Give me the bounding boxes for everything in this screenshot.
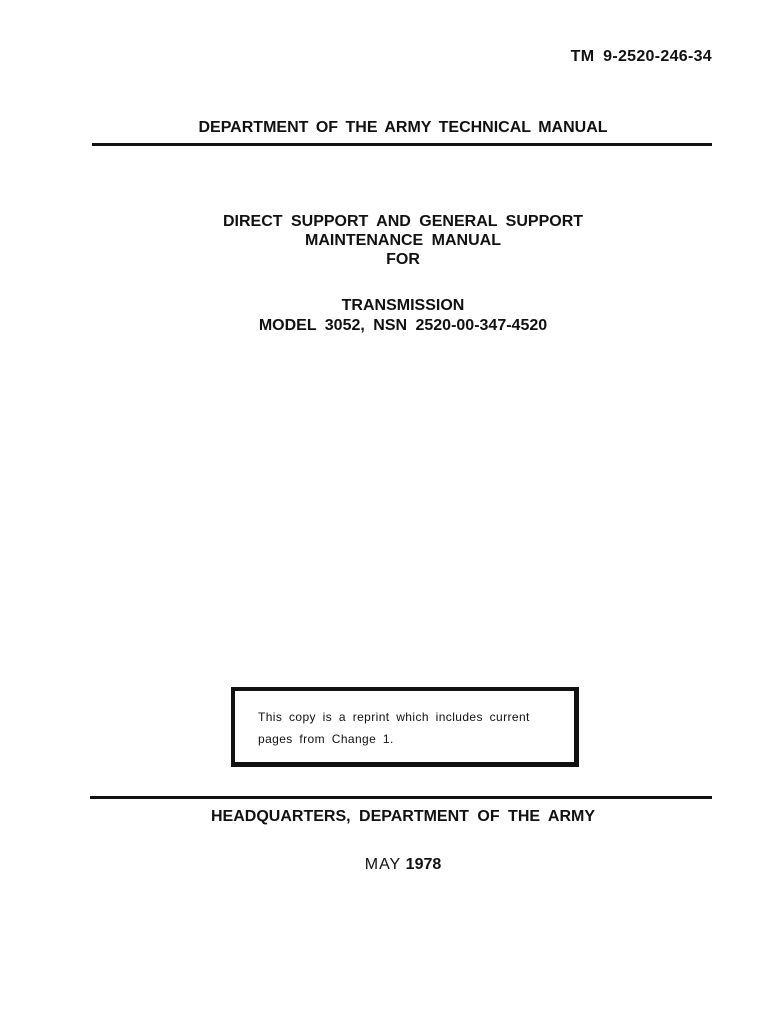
title-line-2: MAINTENANCE MANUAL xyxy=(305,232,501,249)
department-heading: DEPARTMENT OF THE ARMY TECHNICAL MANUAL xyxy=(198,119,608,136)
subject-line-2: MODEL 3052, NSN 2520-00-347-4520 xyxy=(258,317,548,334)
publication-date xyxy=(0,856,768,874)
notice-line-1: This copy is a reprint which includes current xyxy=(258,710,530,724)
title-line-1: DIRECT SUPPORT AND GENERAL SUPPORT xyxy=(222,213,584,230)
publication-month: MAY xyxy=(364,856,402,873)
bottom-divider xyxy=(90,796,712,799)
reprint-notice-box xyxy=(231,687,579,767)
manual-subject xyxy=(0,296,768,336)
tm-number: TM 9-2520-246-34 xyxy=(570,48,712,65)
title-line-3: FOR xyxy=(386,251,420,268)
top-divider xyxy=(92,143,712,146)
headquarters-line: HEADQUARTERS, DEPARTMENT OF THE ARMY xyxy=(211,808,595,825)
notice-line-2: pages from Change 1. xyxy=(258,732,394,746)
manual-title xyxy=(0,212,768,269)
subject-line-1: TRANSMISSION xyxy=(341,297,465,314)
publication-year: 1978 xyxy=(405,856,442,873)
reprint-notice-text xyxy=(258,706,558,750)
